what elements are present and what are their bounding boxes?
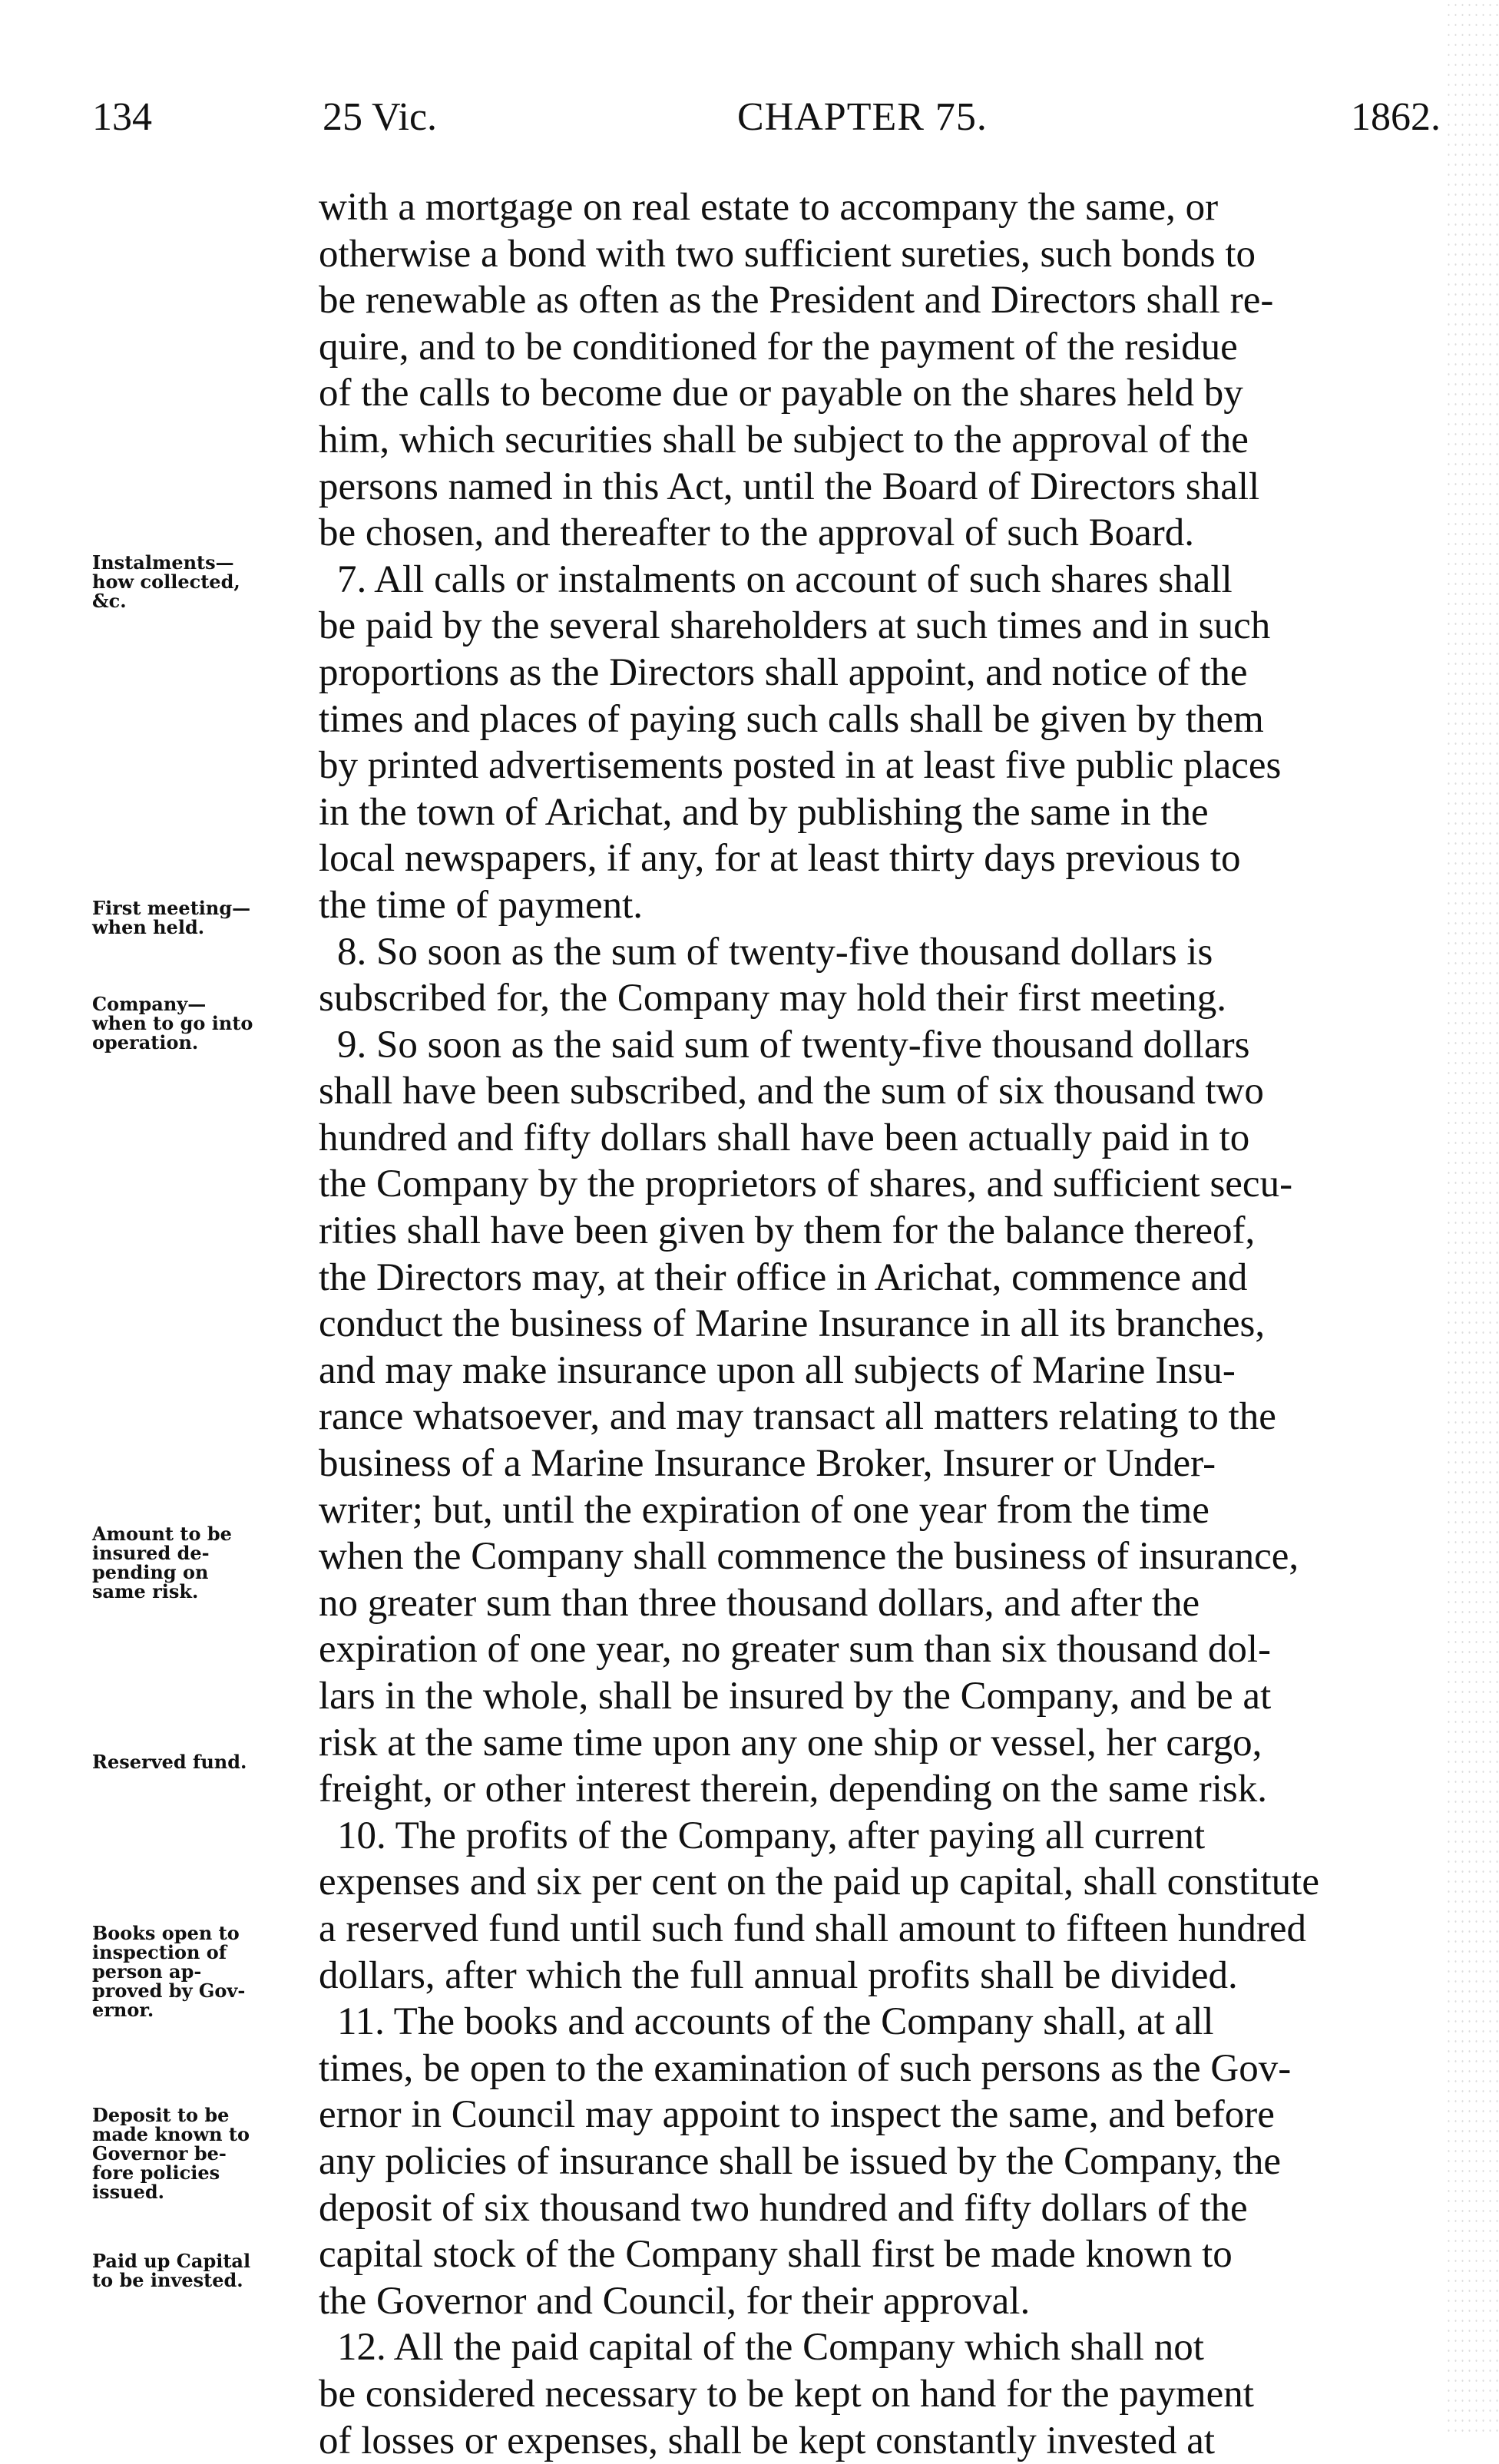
text-line: be paid by the several shareholders at such times and in such: [319, 603, 1455, 650]
text-line: persons named in this Act, until the Board of Directors shall: [319, 464, 1455, 511]
section-7-start: 7. All calls or instalments on account of such shares shall: [319, 557, 1455, 604]
sidenote-company-operation: [92, 994, 315, 1052]
text-line: by printed advertisements posted in at least five public places: [319, 743, 1455, 789]
sidenote-line: Deposit to be: [92, 2105, 315, 2125]
sidenote-books-open: [92, 1923, 315, 2019]
sidenote-first-meeting: [92, 898, 315, 937]
sidenote-line: fore policies: [92, 2163, 315, 2182]
sidenote-line: Amount to be: [92, 1524, 315, 1543]
sidenote-line: Paid up Capital: [92, 2251, 315, 2271]
year-label: 1862.: [1351, 91, 1441, 144]
text-line: times and places of paying such calls shall be given by them: [319, 696, 1455, 743]
text-line: shall have been subscribed, and the sum of six thousand two: [319, 1068, 1455, 1115]
text-line: capital stock of the Company shall first be made known to: [319, 2231, 1455, 2278]
sidenote-line: same risk.: [92, 1582, 315, 1601]
text-line: the Directors may, at their office in Arichat, commence and: [319, 1255, 1455, 1301]
text-line: the Governor and Council, for their approval.: [319, 2278, 1455, 2325]
sidenote-amount-insured: [92, 1524, 315, 1601]
text-line: risk at the same time upon any one ship or vessel, her cargo,: [319, 1720, 1455, 1767]
text-line: times, be open to the examination of such persons as the Gov-: [319, 2046, 1455, 2092]
sidenote-line: Instalments—: [92, 553, 315, 572]
sidenote-line: Reserved fund.: [92, 1752, 315, 1771]
text-line: proportions as the Directors shall appoint, and notice of the: [319, 650, 1455, 696]
text-line: subscribed for, the Company may hold their first meeting.: [319, 975, 1455, 1022]
sidenote-line: person ap-: [92, 1962, 315, 1981]
sidenote-line: proved by Gov-: [92, 1981, 315, 2000]
sidenote-line: made known to: [92, 2125, 315, 2144]
text-line: otherwise a bond with two sufficient sureties, such bonds to: [319, 231, 1455, 278]
sidenote-line: operation.: [92, 1033, 315, 1052]
sidenote-line: when to go into: [92, 1014, 315, 1033]
text-line: freight, or other interest therein, depending on the same risk.: [319, 1766, 1455, 1813]
text-line: expenses and six per cent on the paid up capital, shall constitute: [319, 1859, 1455, 1906]
text-line: conduct the business of Marine Insurance in all its branches,: [319, 1301, 1455, 1348]
text-line: lars in the whole, shall be insured by the Company, and be at: [319, 1673, 1455, 1720]
running-header: [0, 91, 1499, 144]
text-line: hundred and fifty dollars shall have been actually paid in to: [319, 1115, 1455, 1162]
text-line: a reserved fund until such fund shall amount to fifteen hundred: [319, 1906, 1455, 1953]
sidenote-instalments: [92, 553, 315, 610]
sidenote-line: Governor be-: [92, 2144, 315, 2163]
section-11-start: 11. The books and accounts of the Company shall, at all: [319, 1999, 1455, 2046]
sidenote-reserved-fund: [92, 1752, 315, 1771]
sidenote-line: First meeting—: [92, 898, 315, 918]
text-line: rance whatsoever, and may transact all matters relating to the: [319, 1394, 1455, 1440]
sidenote-line: &c.: [92, 591, 315, 610]
sidenote-line: ernor.: [92, 2000, 315, 2019]
text-line: ernor in Council may appoint to inspect the same, and before: [319, 2092, 1455, 2138]
text-line: be considered necessary to be kept on hand for the payment: [319, 2371, 1455, 2418]
section-12-start: 12. All the paid capital of the Company which shall not: [319, 2324, 1455, 2371]
text-line: be chosen, and thereafter to the approval of such Board.: [319, 510, 1455, 557]
section-10-start: 10. The profits of the Company, after paying all current: [319, 1813, 1455, 1860]
text-line: him, which securities shall be subject to the approval of the: [319, 417, 1455, 464]
sidenote-line: inspection of: [92, 1943, 315, 1962]
text-line: rities shall have been given by them for the balance thereof,: [319, 1208, 1455, 1255]
text-line: no greater sum than three thousand dollars, and after the: [319, 1580, 1455, 1627]
text-line: dollars, after which the full annual profits shall be divided.: [319, 1953, 1455, 1999]
text-line: when the Company shall commence the business of insurance,: [319, 1533, 1455, 1580]
body-text: [319, 184, 1455, 2464]
sidenote-line: to be invested.: [92, 2271, 315, 2290]
sidenote-line: pending on: [92, 1563, 315, 1582]
sidenote-deposit: [92, 2105, 315, 2201]
sidenote-line: issued.: [92, 2182, 315, 2201]
text-line: and may make insurance upon all subjects of Marine Insu-: [319, 1348, 1455, 1394]
text-line: writer; but, until the expiration of one year from the time: [319, 1487, 1455, 1534]
text-line: with a mortgage on real estate to accompany the same, or: [319, 184, 1455, 231]
text-line: local newspapers, if any, for at least thirty days previous to: [319, 835, 1455, 882]
text-line: expiration of one year, no greater sum than six thousand dol-: [319, 1626, 1455, 1673]
section-9-start: 9. So soon as the said sum of twenty-five thousand dollars: [319, 1022, 1455, 1069]
text-line: deposit of six thousand two hundred and fifty dollars of the: [319, 2185, 1455, 2232]
text-line: be renewable as often as the President and Directors shall re-: [319, 277, 1455, 324]
text-line: business of a Marine Insurance Broker, Insurer or Under-: [319, 1440, 1455, 1487]
sidenote-line: how collected,: [92, 572, 315, 591]
text-line: the Company by the proprietors of shares, and sufficient secu-: [319, 1161, 1455, 1208]
session-label: 25 Vic.: [323, 91, 437, 144]
sidenote-line: Company—: [92, 994, 315, 1014]
sidenote-line: insured de-: [92, 1543, 315, 1563]
chapter-title: CHAPTER 75.: [737, 91, 988, 144]
scan-edge-texture: [1445, 0, 1499, 2439]
text-line: of losses or expenses, shall be kept constantly invested at: [319, 2418, 1455, 2464]
text-line: the time of payment.: [319, 882, 1455, 929]
text-line: of the calls to become due or payable on the shares held by: [319, 370, 1455, 417]
sidenote-paid-capital: [92, 2251, 315, 2290]
text-line: in the town of Arichat, and by publishing the same in the: [319, 789, 1455, 836]
text-line: quire, and to be conditioned for the payment of the residue: [319, 324, 1455, 371]
sidenote-line: Books open to: [92, 1923, 315, 1943]
section-8-start: 8. So soon as the sum of twenty-five thousand dollars is: [319, 929, 1455, 976]
sidenote-line: when held.: [92, 918, 315, 937]
page-number: 134: [92, 91, 152, 144]
text-line: any policies of insurance shall be issued by the Company, the: [319, 2138, 1455, 2185]
